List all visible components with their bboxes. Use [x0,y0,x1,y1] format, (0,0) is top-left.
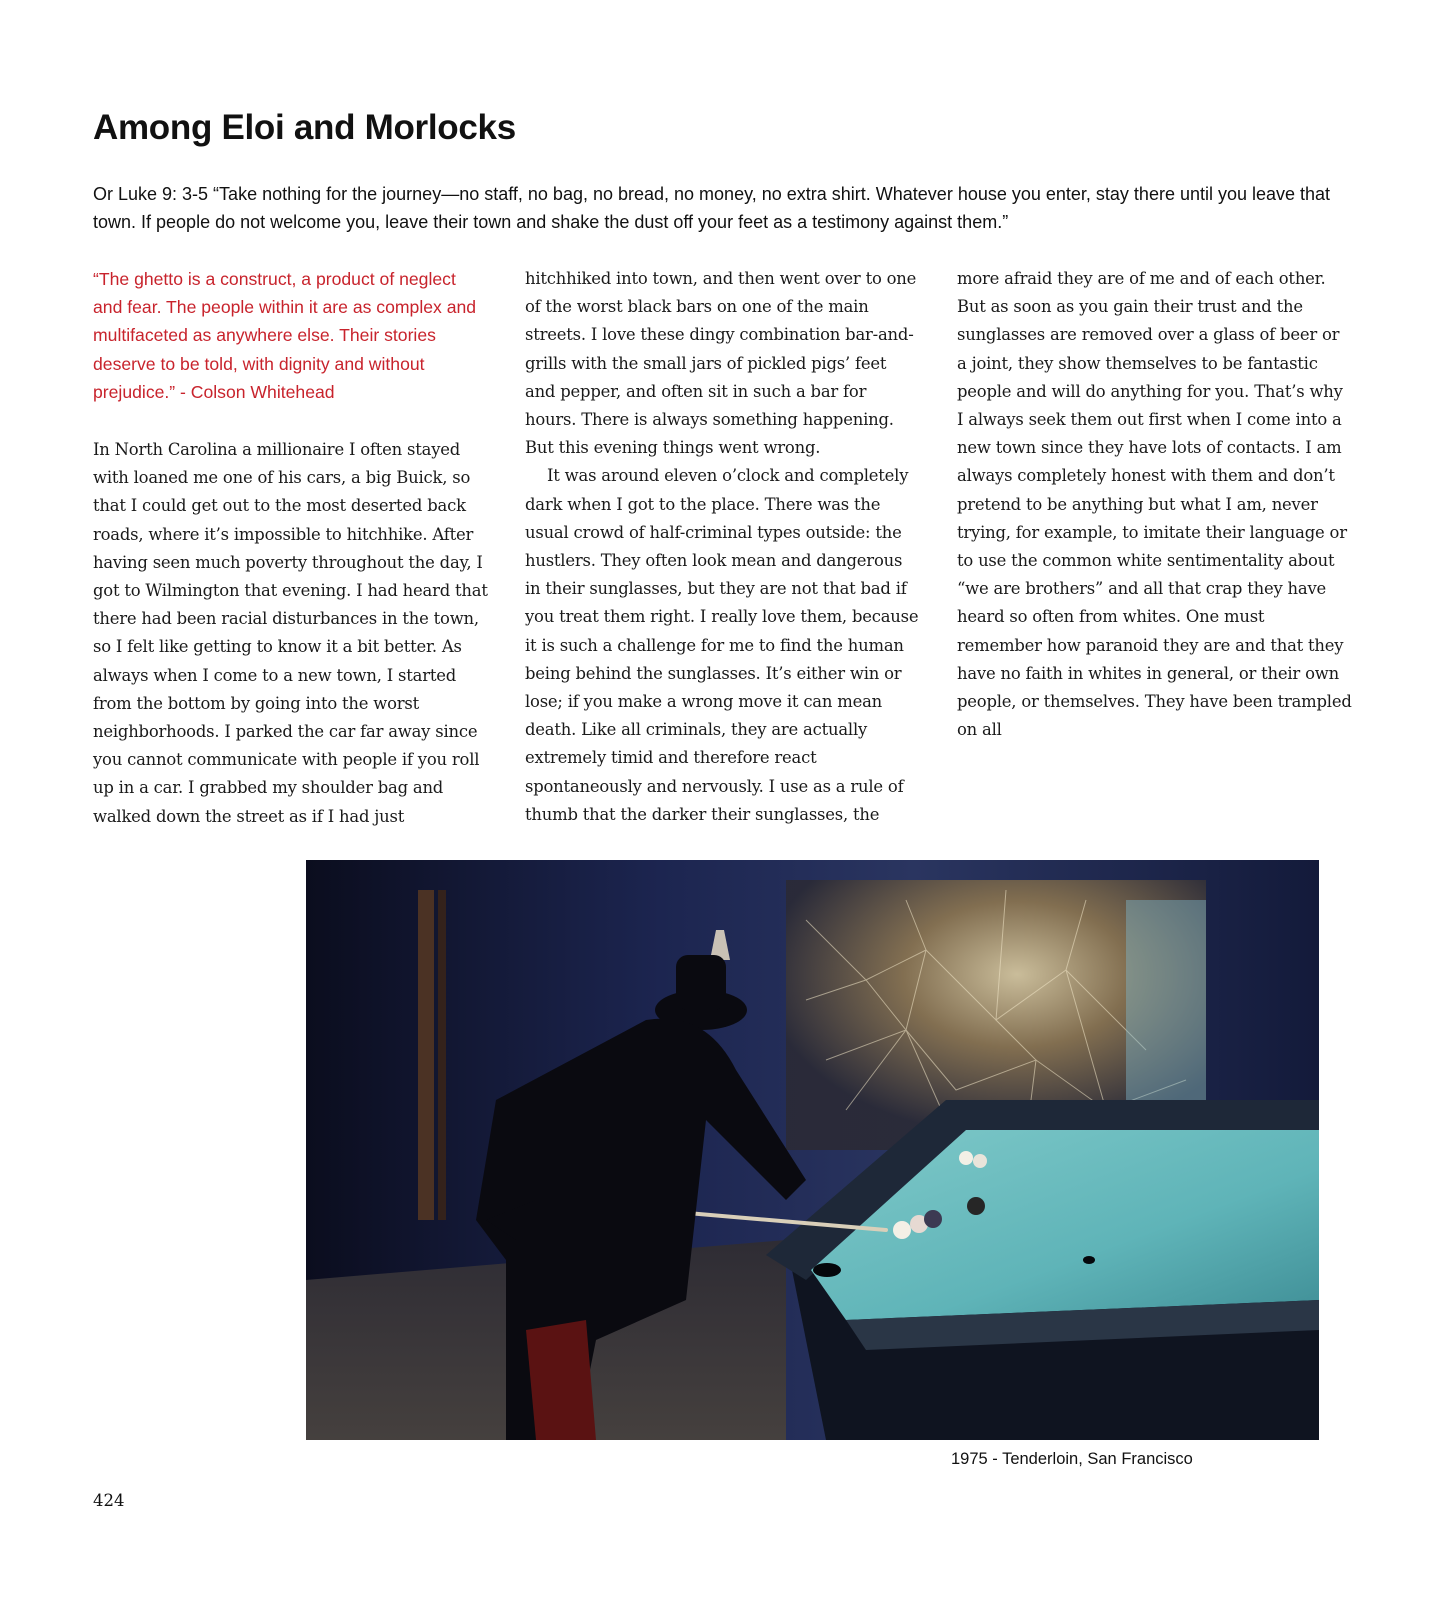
pull-quote: “The ghetto is a construct, a product of neglect and fear. The people within it are as complex and multifaceted as anywhere else. Their stories deserve to be told, with dignity and without prejudice.” - Colson Whitehead [93,269,477,402]
red-trousers [526,1320,596,1440]
pool-ball [967,1197,985,1215]
body-paragraph-2: It was around eleven o’clock and completely dark when I got to the place. There was the usual crowd of half-criminal types outside: the hustlers. They often look mean and dangerous in their sunglasses, but they are not that bad if you treat them right. I really love them, because it is such a challenge for me to find the human being behind the sunglasses. It’s either win or lose; if you make a wrong move it can mean death. Like all criminals, they are actually extremely timid and therefore react spontaneously and nervously. I use as a rule of thumb that the darker their sunglasses, the more afraid they are of me and of each other. But as soon as you gain their trust and the sunglasses are removed over a glass of beer or a joint, they show themselves to be fantastic people and will do anything for you. That’s why I always seek them out first when I come into a new town since they have lots of contacts. I am always completely honest with them and don’t pretend to be anything but what I am, never trying, for example, to imitate their language or to use the common white sentimentality about “we are brothers” and all that crap they have heard so often from whites. One must remember how paranoid they are and that they have no faith in whites in general, or their own people, or themselves. They have been trampled on all [525,269,1352,824]
photo-caption: 1975 - Tenderloin, San Francisco [951,1450,1193,1468]
pool-ball [893,1221,911,1239]
body-paragraph-1: In North Carolina a millionaire I often stayed with loaned me one of his cars, a big Buick, so that I could get out to the most deserted back roads, where it’s impossible to hitchhike. After having seen much poverty throughout the day, I got to Wilmington that evening. I had heard that there had been racial disturbances in the town, so I felt like getting to know it a bit better. As always when I come to a new town, I started from the bottom by going into the worst neighborhoods. I parked the car far away since you cannot communicate with people if you roll up in a car. I grabbed my shoulder bag and walked down the street as if I had just hitchhiked into town, and then went over to one of the worst black bars on one of the main streets. I love these dingy combination bar-and-grills with the small jars of pickled pigs’ feet and pepper, and often sit in such a bar for hours. There is always something happening. But this evening things went wrong. [93,269,917,826]
page-title: Among Eloi and Morlocks [93,108,516,147]
window-light [1126,900,1206,1100]
pool-pocket [813,1263,841,1277]
photograph-pool-player [306,860,1319,1440]
epigraph: Or Luke 9: 3-5 “Take nothing for the journey—no staff, no bag, no bread, no money, no extra shirt. Whatever house you enter, stay there until you leave that town. If people do not welcome you, leave their town and shake the dust off your feet as a testimony against them.” [93,184,1331,232]
article-columns [93,265,1353,835]
pool-ball [924,1210,942,1228]
page-number: 424 [93,1491,125,1510]
pool-ball [959,1151,973,1165]
wooden-trim [418,890,434,1220]
pool-ball [973,1154,987,1168]
